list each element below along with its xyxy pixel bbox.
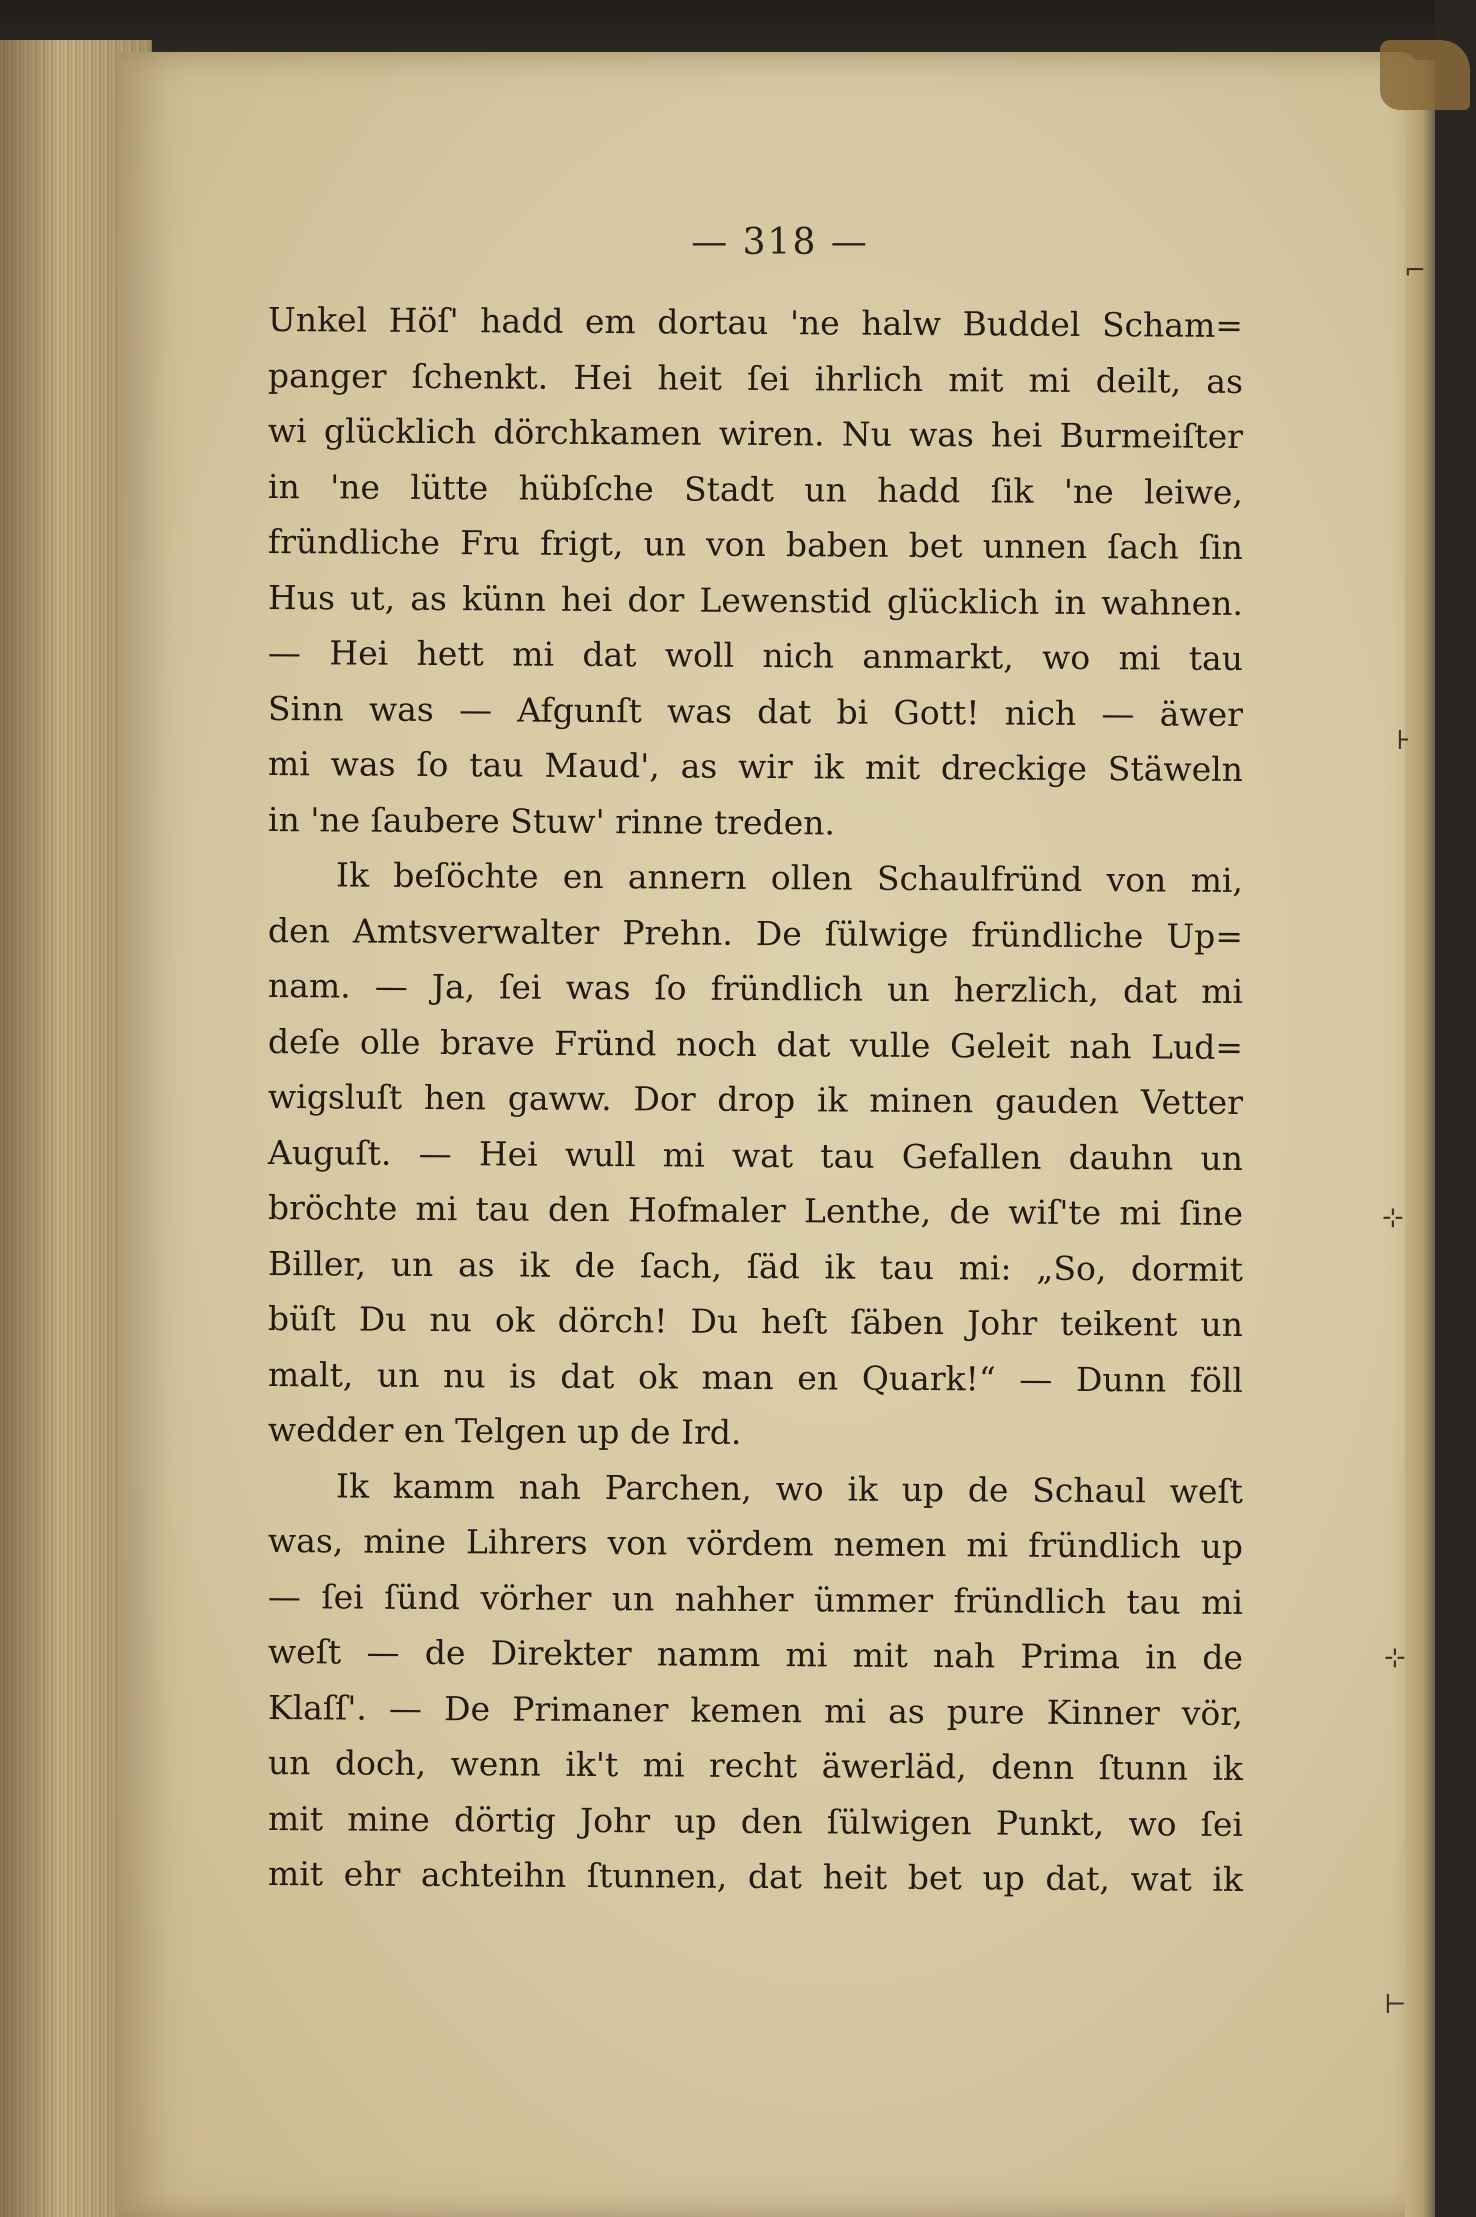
- text-line: un doch, wenn ik't mi recht äwerläd, denn ſtunn ik: [267, 1743, 1244, 1788]
- text-line: Auguſt. — Hei wull mi wat tau Gefallen dauhn un: [267, 1132, 1244, 1178]
- text-line: bröchte mi tau den Hofmaler Lenthe, de wiſ'te mi ſine: [267, 1188, 1244, 1233]
- text-line: fründliche Fru frigt, un von baben bet unnen ſach ſin: [267, 522, 1244, 567]
- text-line: panger ſchenkt. Hei heit ſei ihrlich mit mi deilt, as: [267, 355, 1244, 401]
- margin-mark-4: ⊹: [1384, 1643, 1406, 1673]
- text-line: Unkel Höſ' hadd em dortau 'ne halw Buddel Scham=: [267, 300, 1244, 345]
- text-line: Ik kamm nah Parchen, wo ik up de Schaul weſt: [335, 1465, 1244, 1511]
- margin-mark-5: ⊢: [1384, 1990, 1407, 2020]
- margin-mark-1: ⌐: [1404, 256, 1426, 286]
- text-line: Klaſſ'. — De Primaner kemen mi as pure Kinner vör,: [267, 1687, 1244, 1733]
- text-line: Sinn was — Afgunſt was dat bi Gott! nich — äwer: [267, 688, 1244, 734]
- text-line: wigsluſt hen gaww. Dor drop ik minen gauden Vetter: [267, 1077, 1244, 1122]
- text-line: in 'ne lütte hübſche Stadt un hadd ſik 'ne leiwe,: [267, 466, 1244, 512]
- scan-background-right: [1435, 0, 1476, 2217]
- text-line: in 'ne ſaubere Stuw' rinne treden.: [267, 799, 836, 842]
- page-right-edge: [1405, 60, 1435, 2217]
- text-line: malt, un nu is dat ok man en Quark!“ — Dunn föll: [267, 1354, 1244, 1400]
- text-line: Biller, un as ik de ſach, ſäd ik tau mi: „So, dormit: [267, 1243, 1244, 1289]
- margin-mark-3: ⊹: [1382, 1203, 1404, 1233]
- text-line: Ik beſöchte en annern ollen Schaulfründ von mi,: [335, 855, 1244, 900]
- text-line: — ſei ſünd vörher un nahher ümmer fründlich tau mi: [267, 1576, 1244, 1622]
- text-line: was, mine Lihrers von vördem nemen mi fründlich up: [267, 1521, 1244, 1566]
- torn-corner: [1380, 40, 1470, 110]
- text-line: mit mine dörtig Johr up den ſülwigen Punkt, wo ſei: [267, 1798, 1244, 1844]
- text-line: mit ehr achteihn ſtunnen, dat heit bet up dat, wat ik: [267, 1854, 1244, 1899]
- text-line: nam. — Ja, ſei was ſo fründlich un herzlich, dat mi: [267, 966, 1244, 1011]
- text-line: wi glücklich dörchkamen wiren. Nu was hei Burmeiſter: [267, 411, 1244, 456]
- text-line: mi was ſo tau Maud', as wir ik mit dreckige Stäweln: [267, 744, 1244, 789]
- body-text: [268, 292, 1243, 1902]
- text-line: den Amtsverwalter Prehn. De ſülwige fründliche Up=: [267, 910, 1244, 956]
- text-line: Hus ut, as künn hei dor Lewenstid glücklich in wahnen.: [267, 577, 1244, 623]
- text-line: weſt — de Direkter namm mi mit nah Prima in de: [267, 1632, 1244, 1677]
- page-number: — 318 —: [691, 222, 869, 263]
- text-line: büſt Du nu ok dörch! Du heſt ſäben Johr teikent un: [267, 1299, 1244, 1344]
- text-line: wedder en Telgen up de Ird.: [267, 1410, 742, 1452]
- text-line: deſe olle brave Fründ noch dat vulle Geleit nah Lud=: [267, 1021, 1244, 1067]
- text-line: — Hei hett mi dat woll nich anmarkt, wo mi tau: [267, 633, 1244, 678]
- margin-mark-2: ⊦: [1396, 726, 1411, 756]
